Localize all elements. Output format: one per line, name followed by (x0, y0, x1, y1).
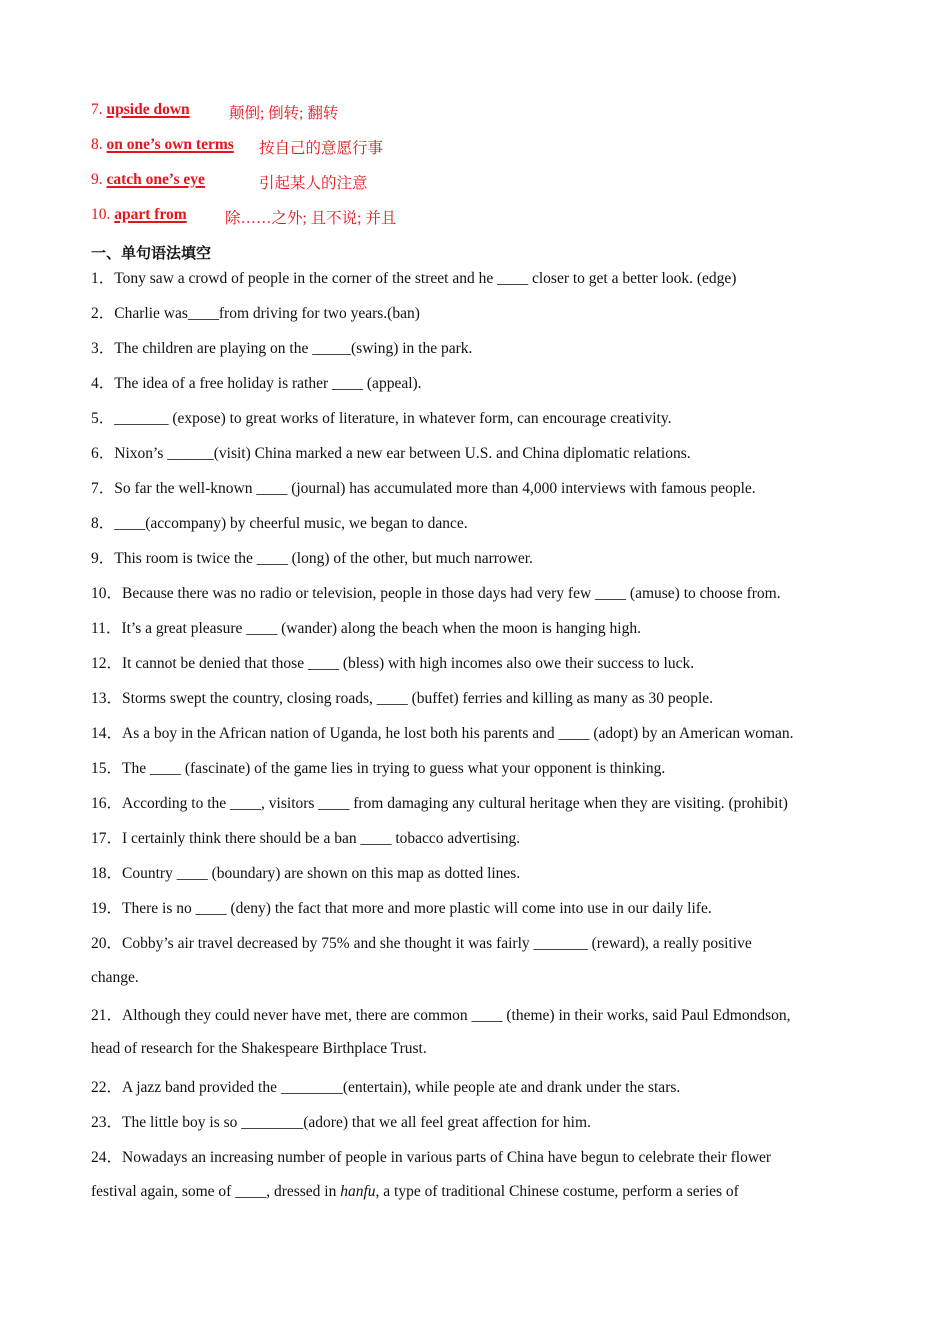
question-item (91, 861, 520, 883)
question-number: 19． (91, 900, 123, 917)
question-item (91, 441, 691, 463)
question-text: The little boy is so ________(adore) that we all feel great affection for him. (122, 1114, 591, 1131)
question-text: Tony saw a crowd of people in the corner of the street and he ____ closer to get a better look. (edge) (114, 270, 737, 287)
question-item (91, 651, 694, 673)
italic-term: hanfu (340, 1183, 376, 1200)
question-text: The idea of a free holiday is rather ____ (appeal). (114, 375, 422, 392)
question-continuation: change. (91, 969, 139, 986)
vocab-number: 10. (91, 206, 115, 223)
question-text: According to the ____, visitors ____ from damaging any cultural heritage when they are visiting. (prohibit) (122, 795, 788, 812)
question-text: Although they could never have met, there are common ____ (theme) in their works, said Paul Edmondson, (122, 1007, 791, 1024)
vocab-meaning: 颠倒; 倒转; 翻转 (229, 105, 339, 122)
question-text: A jazz band provided the ________(entertain), while people ate and drank under the stars. (122, 1079, 681, 1096)
question-number: 21． (91, 1007, 123, 1024)
question-number: 16． (91, 795, 123, 812)
continuation-text: , a type of traditional Chinese costume, perform a series of (375, 1183, 739, 1200)
question-item (91, 406, 671, 428)
vocab-phrase: apart from (114, 206, 187, 223)
question-item (91, 266, 736, 288)
question-text: Nixon’s ______(visit) China marked a new ear between U.S. and China diplomatic relations. (114, 445, 691, 462)
vocab-number: 7. (91, 101, 107, 118)
question-item (91, 511, 468, 533)
vocab-item (91, 206, 397, 227)
question-item (91, 686, 713, 708)
question-number: 17． (91, 830, 123, 847)
question-number: 2． (91, 305, 115, 322)
question-text: The ____ (fascinate) of the game lies in trying to guess what your opponent is thinking. (122, 760, 666, 777)
question-number: 10． (91, 585, 123, 602)
question-number: 1． (91, 270, 115, 287)
vocab-item (91, 171, 368, 192)
question-text: This room is twice the ____ (long) of the other, but much narrower. (114, 550, 533, 567)
question-text: So far the well-known ____ (journal) has accumulated more than 4,000 interviews with famous people. (114, 480, 756, 497)
question-item (91, 336, 472, 358)
question-number: 4． (91, 375, 115, 392)
question-number: 12． (91, 655, 123, 672)
vocab-number: 9. (91, 171, 107, 188)
question-item (91, 826, 520, 848)
vocab-number: 8. (91, 136, 107, 153)
question-item (91, 1003, 791, 1025)
question-text: Country ____ (boundary) are shown on this map as dotted lines. (122, 865, 521, 882)
vocab-phrase: catch one’s eye (106, 171, 205, 188)
question-item (91, 721, 794, 743)
question-number: 13． (91, 690, 123, 707)
question-item (91, 896, 712, 918)
question-item (91, 791, 788, 813)
question-item (91, 756, 665, 778)
question-continuation: head of research for the Shakespeare Birthplace Trust. (91, 1040, 427, 1057)
question-item (91, 616, 641, 638)
question-text: Cobby’s air travel decreased by 75% and she thought it was fairly _______ (reward), a really positive (122, 935, 752, 952)
question-text: Charlie was____from driving for two years.(ban) (114, 305, 420, 322)
vocab-meaning: 除……之外; 且不说; 并且 (225, 210, 397, 227)
question-item (91, 1145, 771, 1167)
question-item (91, 371, 422, 393)
question-text: There is no ____ (deny) the fact that more and more plastic will come into use in our daily life. (122, 900, 712, 917)
question-text: Because there was no radio or television, people in those days had very few ____ (amuse) to choose from. (122, 585, 781, 602)
question-number: 15． (91, 760, 123, 777)
question-item (91, 931, 752, 953)
question-text: _______ (expose) to great works of literature, in whatever form, can encourage creativity. (114, 410, 672, 427)
question-item (91, 1075, 680, 1097)
vocab-item (91, 101, 339, 122)
section-heading: 一、单句语法填空 (91, 244, 212, 262)
question-number: 3． (91, 340, 115, 357)
question-text: It cannot be denied that those ____ (bless) with high incomes also owe their success to luck. (122, 655, 695, 672)
question-item (91, 301, 420, 323)
question-text: ____(accompany) by cheerful music, we began to dance. (114, 515, 468, 532)
vocab-phrase: on one’s own terms (106, 136, 234, 153)
question-number: 14． (91, 725, 123, 742)
question-number: 22． (91, 1079, 123, 1096)
question-number: 7． (91, 480, 115, 497)
question-text: The children are playing on the _____(swing) in the park. (114, 340, 473, 357)
question-item (91, 546, 533, 568)
question-number: 20． (91, 935, 123, 952)
question-text: It’s a great pleasure ____ (wander) along the beach when the moon is hanging high. (121, 620, 641, 637)
question-text: Storms swept the country, closing roads, ____ (buffet) ferries and killing as many as 30 people. (122, 690, 714, 707)
question-text: Nowadays an increasing number of people in various parts of China have begun to celebrate their flower (122, 1149, 772, 1166)
question-number: 9． (91, 550, 115, 567)
vocab-meaning: 引起某人的注意 (259, 175, 368, 192)
question-number: 8． (91, 515, 115, 532)
question-continuation (91, 1183, 739, 1201)
vocab-item (91, 136, 384, 157)
question-number: 6． (91, 445, 115, 462)
question-item (91, 476, 756, 498)
continuation-text: festival again, some of ____, dressed in (91, 1183, 341, 1200)
question-number: 18． (91, 865, 123, 882)
question-item (91, 1110, 591, 1132)
vocab-phrase: upside down (106, 101, 190, 118)
vocab-meaning: 按自己的意愿行事 (259, 140, 384, 157)
question-number: 5． (91, 410, 115, 427)
question-number: 23． (91, 1114, 123, 1131)
question-item (91, 581, 781, 603)
question-number: 24． (91, 1149, 123, 1166)
question-text: As a boy in the African nation of Uganda, he lost both his parents and ____ (adopt) by an American woman. (122, 725, 794, 742)
question-text: I certainly think there should be a ban ____ tobacco advertising. (122, 830, 521, 847)
question-number: 11． (91, 620, 122, 637)
